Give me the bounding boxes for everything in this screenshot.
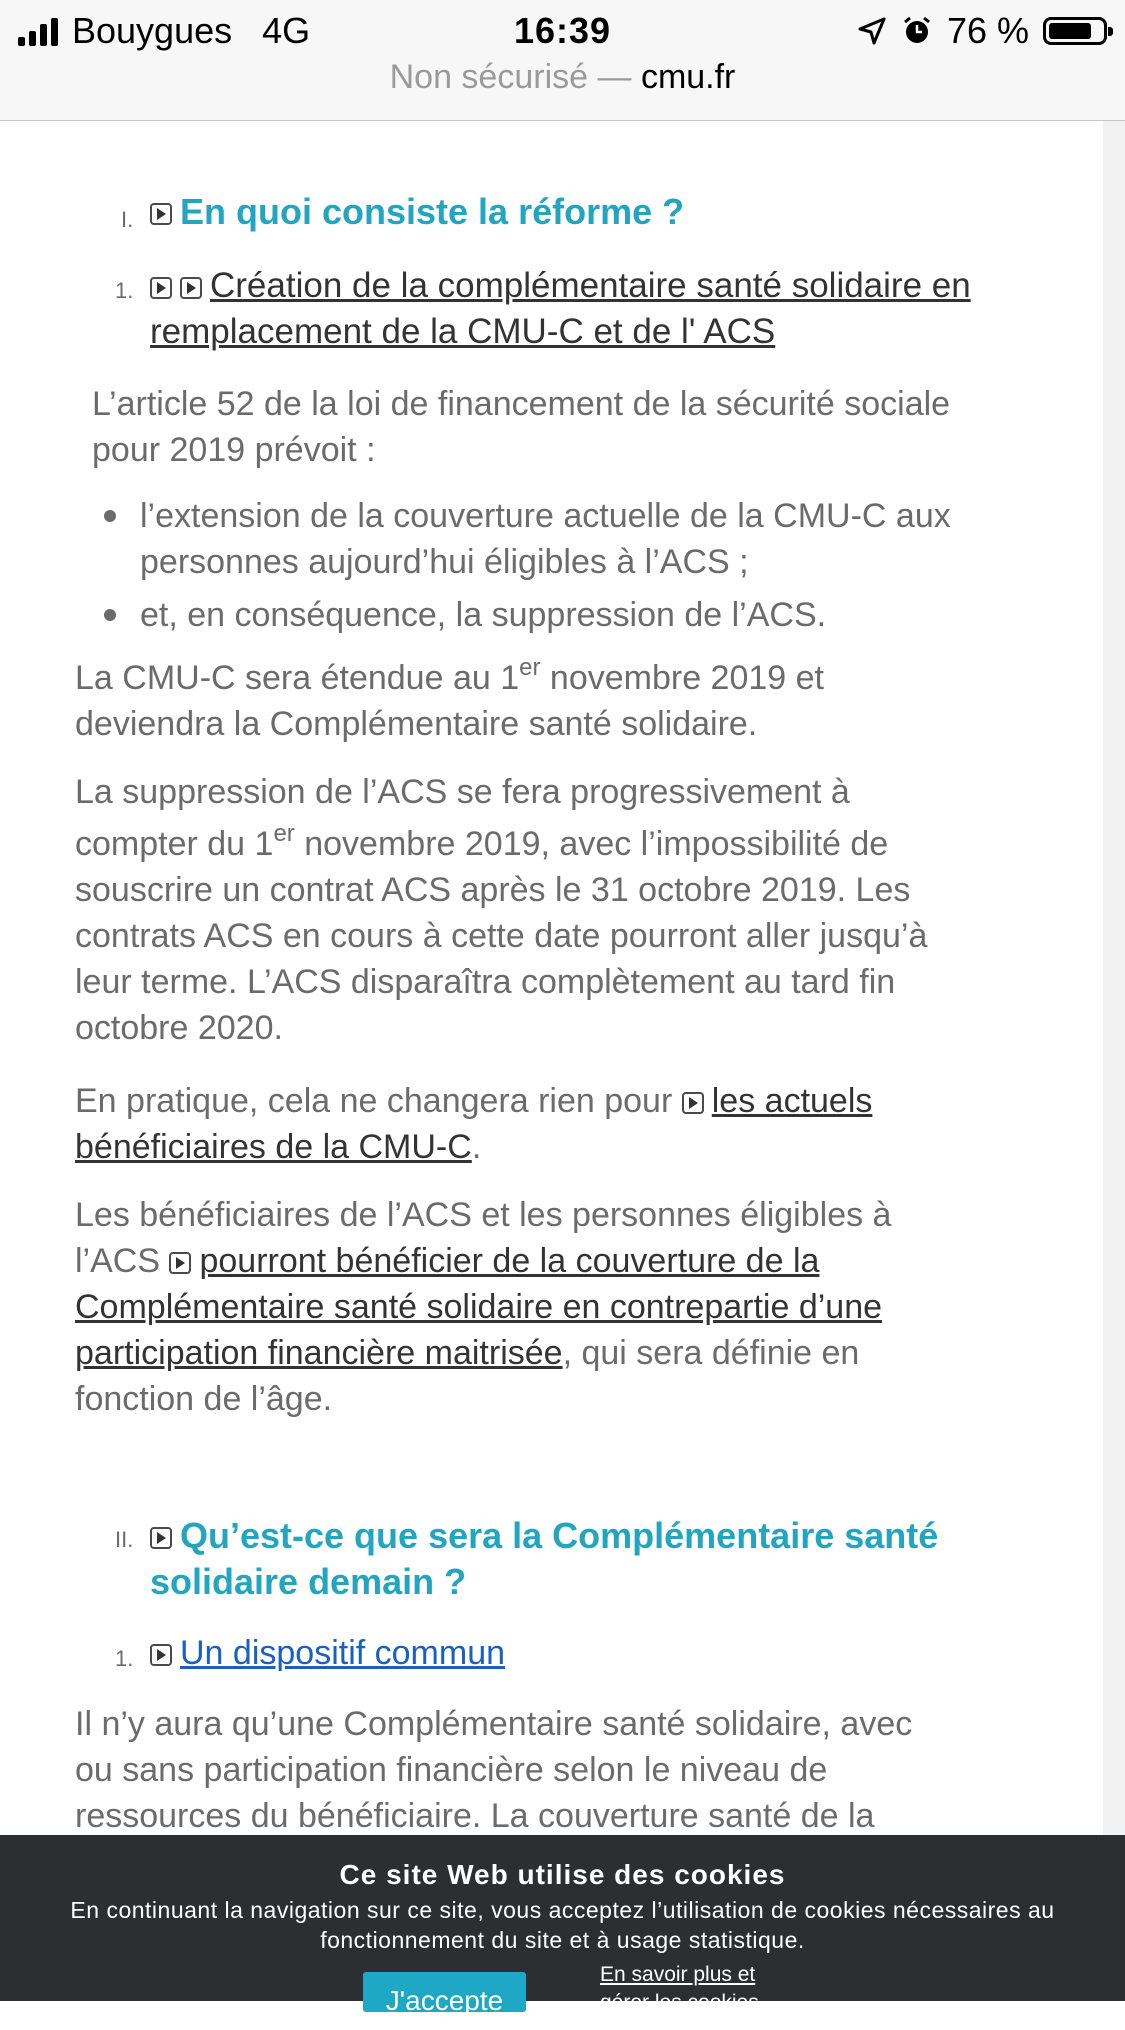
p1-sup: er xyxy=(519,653,541,681)
section1-heading[interactable] xyxy=(150,191,684,233)
url-bar[interactable] xyxy=(0,58,1125,97)
status-icons xyxy=(857,10,1107,52)
p2-line1: La suppression de l’ACS se fera progressivement à xyxy=(75,773,850,811)
p2-line5: leur terme. L’ACS disparaîtra complètement au tard fin xyxy=(75,963,896,1001)
paragraph-dispositif xyxy=(75,1701,912,1839)
p4-line1: Les bénéficiaires de l’ACS et les personnes éligibles à xyxy=(75,1196,892,1234)
participation-link-line1[interactable]: pourront bénéficier de la couverture de la xyxy=(199,1242,820,1280)
beneficiaires-link[interactable]: les actuels xyxy=(711,1082,873,1120)
battery-icon xyxy=(1043,17,1107,45)
s2-p-line2: ou sans participation financière selon le niveau de xyxy=(75,1751,828,1789)
paragraph-suppression xyxy=(75,769,927,1051)
more-line1[interactable]: En savoir plus et xyxy=(600,1963,756,1986)
network-type: 4G xyxy=(262,10,311,51)
paragraph-acs xyxy=(75,1192,891,1422)
p4-b: , qui sera définie en xyxy=(562,1334,860,1372)
arrow-link-icon xyxy=(150,203,172,225)
intro-line2: pour 2019 prévoit : xyxy=(92,431,376,469)
section2-marker: II. xyxy=(115,1527,134,1552)
bullet-item-1 xyxy=(140,493,951,585)
arrow-link-icon xyxy=(682,1092,704,1114)
browser-status-bar xyxy=(0,0,1125,121)
arrow-link-icon xyxy=(150,277,172,299)
cookie-settings-link[interactable] xyxy=(600,1961,759,2017)
location-arrow-icon xyxy=(857,16,887,46)
p1-a: La CMU-C sera étendue au 1 xyxy=(75,659,520,697)
security-label: Non sécurisé — xyxy=(389,58,632,96)
dispositif-commun-link[interactable]: Un dispositif commun xyxy=(180,1634,506,1672)
p3-end: . xyxy=(471,1128,482,1166)
sub-link-line1[interactable]: Création de la complémentaire santé solidaire en xyxy=(210,266,971,305)
section1-sub-link[interactable] xyxy=(150,263,971,355)
p3-a: En pratique, cela ne changera rien pour xyxy=(75,1082,682,1120)
p2-line2-b: novembre 2019, avec l’impossibilité de xyxy=(294,825,889,863)
participation-link-line2[interactable]: Complémentaire santé solidaire en contrepartie d’une xyxy=(75,1288,883,1326)
cookie-body-line2: fonctionnement du site et à usage statistique. xyxy=(320,1927,805,1953)
cookie-banner xyxy=(0,1835,1125,2016)
cookie-title: Ce site Web utilise des cookies xyxy=(339,1859,786,1890)
page-scroll-gutter xyxy=(1103,121,1125,2001)
domain-label: cmu.fr xyxy=(640,58,736,96)
alarm-icon xyxy=(901,15,933,47)
participation-link-line3[interactable]: participation financière maitrisée xyxy=(75,1334,563,1372)
more-line2[interactable]: gérer les cookies xyxy=(600,1991,759,2014)
cookie-body-line1: En continuant la navigation sur ce site, vous acceptez l’utilisation de cookies nécessaires au xyxy=(70,1897,1055,1923)
p2-sup: er xyxy=(273,819,295,847)
arrow-link-icon xyxy=(150,1644,172,1666)
p2-line2-a: compter du 1 xyxy=(75,825,274,863)
beneficiaires-link-line2[interactable]: bénéficiaires de la CMU-C xyxy=(75,1128,472,1166)
bullet1-line1: l’extension de la couverture actuelle de la CMU-C aux xyxy=(140,497,951,535)
s2-p-line1: Il n’y aura qu’une Complémentaire santé solidaire, avec xyxy=(75,1705,913,1743)
p1-line2: deviendra la Complémentaire santé solidaire. xyxy=(75,705,758,743)
section2-sub-link[interactable] xyxy=(150,1630,505,1676)
section2-title-line1: Qu’est-ce que sera la Complémentaire santé xyxy=(180,1515,939,1556)
p1-b: novembre 2019 et xyxy=(540,659,824,697)
bullet-dot xyxy=(104,510,116,522)
section1-marker: I. xyxy=(121,207,134,232)
arrow-link-icon xyxy=(180,277,202,299)
intro-paragraph xyxy=(92,381,950,473)
bullet-dot xyxy=(104,609,116,621)
arrow-link-icon xyxy=(150,1527,172,1549)
arrow-link-icon xyxy=(169,1252,191,1274)
p4-a: l’ACS xyxy=(75,1242,170,1280)
status-row xyxy=(0,6,1125,56)
accept-cookies-button[interactable]: J'accepte xyxy=(363,1972,526,2012)
paragraph-pratique xyxy=(75,1078,872,1170)
p2-line3: souscrire un contrat ACS après le 31 octobre 2019. Les xyxy=(75,871,911,909)
section2-heading[interactable] xyxy=(150,1513,938,1605)
battery-percent: 76 % xyxy=(946,10,1029,51)
section1-title: En quoi consiste la réforme ? xyxy=(180,191,685,232)
carrier-name: Bouygues xyxy=(72,10,233,51)
sub-link-line2[interactable]: remplacement de la CMU-C et de l' ACS xyxy=(150,312,776,351)
clock: 16:39 xyxy=(513,10,612,51)
paragraph-extension xyxy=(75,655,824,747)
bullet-item-2: et, en conséquence, la suppression de l’ACS. xyxy=(140,596,827,634)
section2-sub-marker: 1. xyxy=(115,1646,134,1671)
s2-p-line3: ressources du bénéficiaire. La couverture santé de la xyxy=(75,1797,875,1835)
p2-line4: contrats ACS en cours à cette date pourront aller jusqu’à xyxy=(75,917,928,955)
bullet1-line2: personnes aujourd’hui éligibles à l’ACS ; xyxy=(140,543,749,581)
intro-line1: L’article 52 de la loi de financement de la sécurité sociale xyxy=(92,385,951,423)
p4-line5: fonction de l’âge. xyxy=(75,1380,333,1418)
p2-line6: octobre 2020. xyxy=(75,1009,283,1047)
section2-title-line2: solidaire demain ? xyxy=(150,1561,467,1602)
cookie-body xyxy=(30,1895,1095,1955)
section1-sub-marker: 1. xyxy=(115,278,134,303)
